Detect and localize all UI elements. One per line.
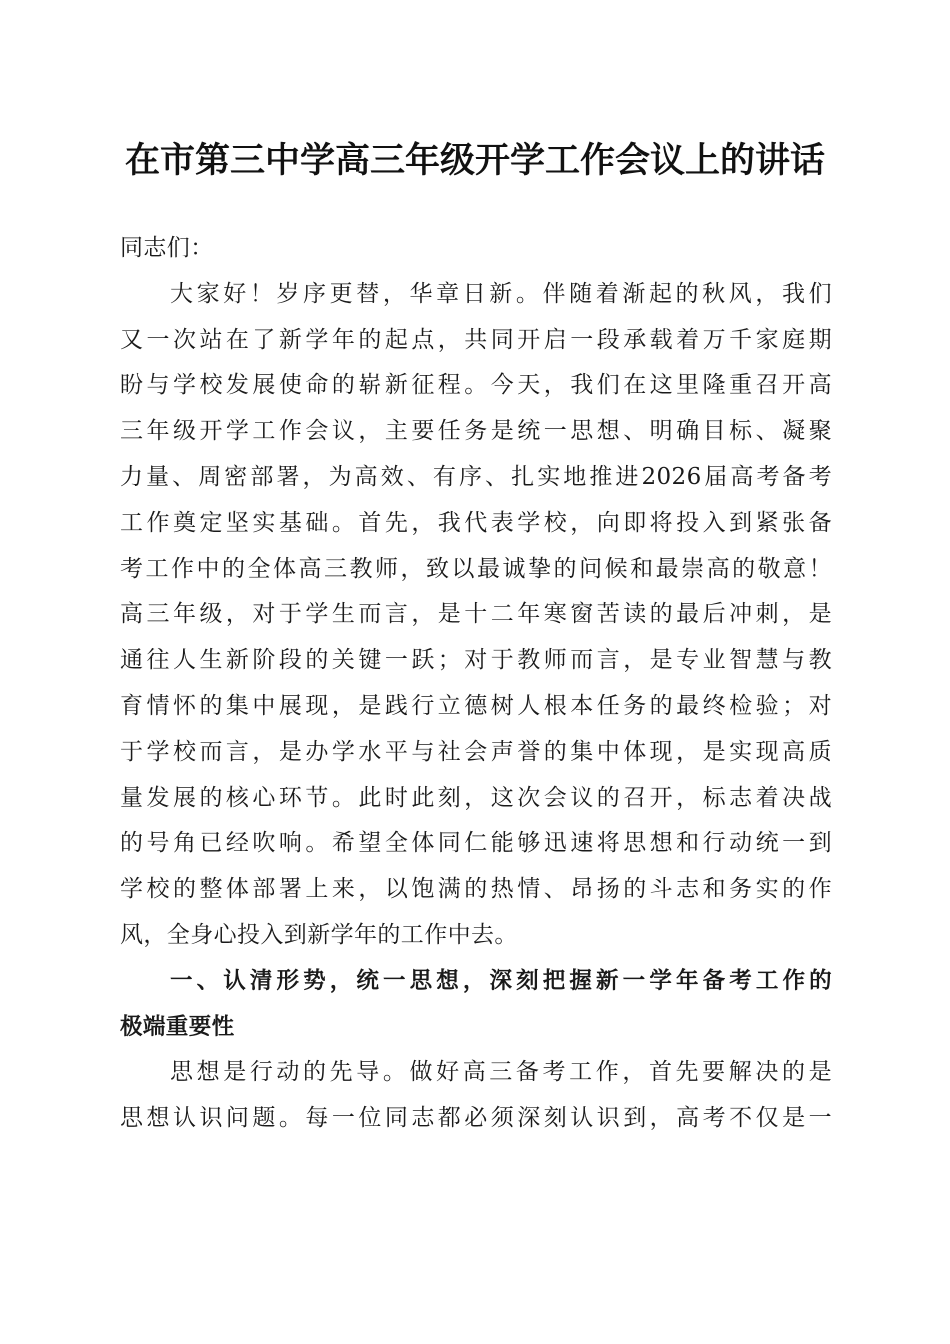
paragraph-line: 考工作中的全体高三教师，致以最诚挚的问候和最崇高的敬意！ xyxy=(120,555,832,582)
heading-line: 一、认清形势，统一思想，深刻把握新一学年备考工作的 xyxy=(170,967,832,994)
section-paragraph xyxy=(120,1050,832,1142)
paragraph-line: 学校的整体部署上来，以饱满的热情、昂扬的斗志和务实的作 xyxy=(120,876,832,903)
document-title: 在市第三中学高三年级开学工作会议上的讲话 xyxy=(124,140,825,181)
paragraph-line: 风，全身心投入到新学年的工作中去。 xyxy=(120,921,518,948)
paragraph-line: 育情怀的集中展现，是践行立德树人根本任务的最终检验；对 xyxy=(120,692,832,719)
paragraph-line: 量发展的核心环节。此时此刻，这次会议的召开，标志着决战 xyxy=(120,784,832,811)
paragraph-line: 思想认识问题。每一位同志都必须深刻认识到，高考不仅是一 xyxy=(120,1105,832,1132)
paragraph-line: 三年级开学工作会议，主要任务是统一思想、明确目标、凝聚 xyxy=(120,418,832,445)
heading-line: 极端重要性 xyxy=(120,1013,235,1040)
paragraph-line: 高三年级，对于学生而言，是十二年寒窗苦读的最后冲刺，是 xyxy=(120,601,832,628)
paragraph-line: 通往人生新阶段的关键一跃；对于教师而言，是专业智慧与教 xyxy=(120,647,832,674)
paragraph-line: 盼与学校发展使命的崭新征程。今天，我们在这里隆重召开高 xyxy=(120,372,832,399)
document-body xyxy=(120,226,832,1142)
paragraph-line: 思想是行动的先导。做好高三备考工作，首先要解决的是 xyxy=(170,1059,832,1086)
section-heading xyxy=(120,959,832,1051)
paragraph-line: 又一次站在了新学年的起点，共同开启一段承载着万千家庭期 xyxy=(120,326,832,353)
paragraph-line: 力量、周密部署，为高效、有序、扎实地推进2026届高考备考 xyxy=(120,463,832,490)
paragraph-line: 的号角已经吹响。希望全体同仁能够迅速将思想和行动统一到 xyxy=(120,830,832,857)
salutation: 同志们： xyxy=(120,235,214,261)
paragraph-line: 于学校而言，是办学水平与社会声誉的集中体现，是实现高质 xyxy=(120,738,832,765)
intro-paragraph xyxy=(120,272,832,959)
paragraph-line: 大家好！岁序更替，华章日新。伴随着渐起的秋风，我们 xyxy=(170,280,832,307)
paragraph-line: 工作奠定坚实基础。首先，我代表学校，向即将投入到紧张备 xyxy=(120,509,832,536)
